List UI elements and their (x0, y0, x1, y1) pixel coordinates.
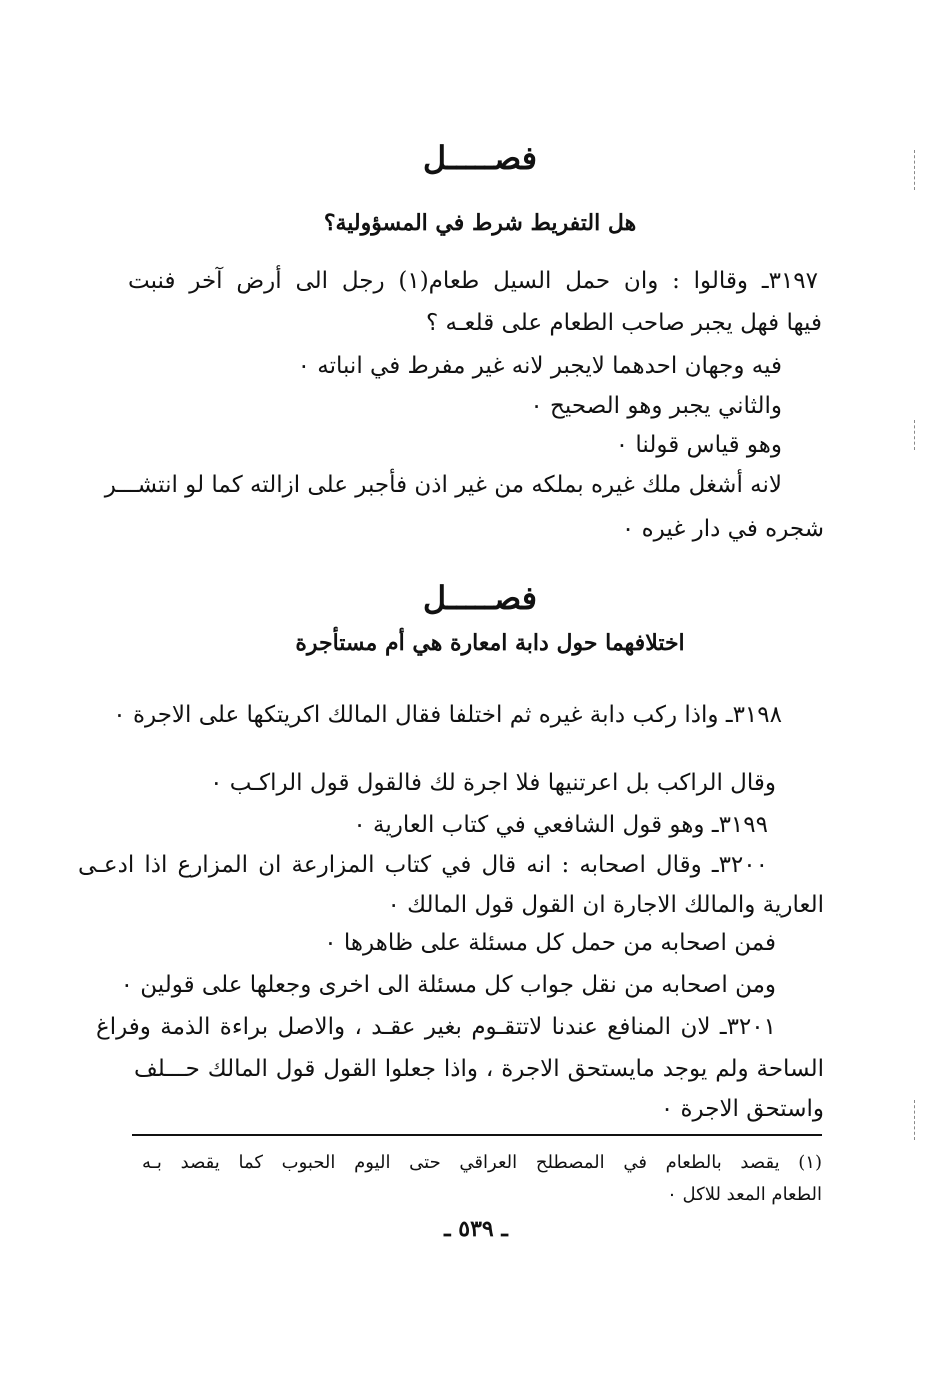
footnote-divider (132, 1134, 822, 1136)
section-subheading-1: هل التفريط شرط في المسؤولية؟ (323, 210, 637, 236)
text-line: العارية والمالك الاجارة ان القول قول المالك ٠ (387, 892, 824, 918)
footnote-line: الطعام المعد للاكل ٠ (667, 1184, 822, 1205)
section-heading-2: فصـــــل (422, 579, 538, 617)
scan-edge-mark (914, 420, 915, 450)
text-line: والثاني يجبر وهو الصحيح ٠ (530, 393, 782, 419)
text-line: الساحة ولم يوجد مايستحق الاجرة ، واذا جعلوا القول قول المالك حـــلف (134, 1056, 824, 1082)
text-line: ٣٢٠٠ـ وقال اصحابه : انه قال في كتاب المزارعة ان المزارع اذا ادعـى (78, 852, 768, 878)
text-line: فمن اصحابه من حمل كل مسئلة على ظاهرها ٠ (324, 930, 776, 956)
text-line: ومن اصحابه من نقل جواب كل مسئلة الى اخرى وجعلها على قولين ٠ (120, 972, 776, 998)
text-line: ٣١٩٨ـ واذا ركب دابة غيره ثم اختلفا فقال المالك اكريتكها على الاجرة ٠ (113, 702, 782, 728)
text-line: ٣١٩٩ـ وهو قول الشافعي في كتاب العارية ٠ (353, 812, 768, 838)
text-line: وقال الراكب بل اعرتنيها فلا اجرة لك فالقول قول الراكـب ٠ (210, 770, 776, 796)
text-line: ٣١٩٧ـ وقالوا : وان حمل السيل طعام(١) رجل الى أرض آخر فنبت (128, 268, 819, 294)
scan-edge-mark (914, 1100, 915, 1140)
text-line: فيه وجهان احدهما لايجبر لانه غير مفرط في انباته ٠ (297, 353, 782, 379)
text-line: لانه أشغل ملك غيره بملكه من غير اذن فأجبر على ازالته كما لو انتشـــر (104, 472, 782, 498)
page-number: ـ ٥٣٩ ـ (444, 1216, 508, 1242)
scan-edge-mark (914, 150, 915, 190)
footnote-line: (١) يقصد بالطعام في المصطلح العراقي حتى اليوم الحبوب كما يقصد بـه (142, 1152, 822, 1173)
text-line: واستحق الاجرة ٠ (660, 1096, 824, 1122)
section-heading-1: فصـــــل (422, 139, 538, 177)
text-line: شجره في دار غيره ٠ (621, 516, 824, 542)
text-line: ٣٢٠١ـ لان المنافع عندنا لاتتقـوم بغير عقـد ، والاصل براءة الذمة وفراغ (96, 1014, 776, 1040)
text-line: فيها فهل يجبر صاحب الطعام على قلعـه ؟ (425, 310, 822, 336)
text-line: وهو قياس قولنا ٠ (615, 432, 782, 458)
section-subheading-2: اختلافهما حول دابة امعارة هي أم مستأجرة (295, 630, 685, 656)
